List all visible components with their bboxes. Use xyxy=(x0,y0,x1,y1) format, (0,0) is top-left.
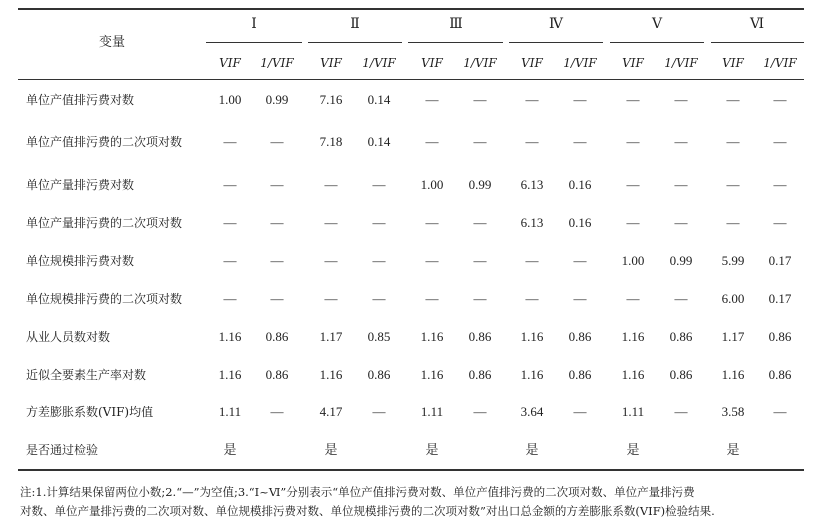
group-header-rule-2 xyxy=(308,42,402,43)
table-cell: — xyxy=(626,134,640,149)
table-cell: 0.86 xyxy=(568,329,592,344)
table-cell: 1.11 xyxy=(621,404,645,419)
table-cell: — xyxy=(674,291,688,306)
table-cell: — xyxy=(674,134,688,149)
group-header-rule-3 xyxy=(408,42,503,43)
table-cell: 是 xyxy=(726,442,740,457)
table-cell: 0.99 xyxy=(265,92,289,107)
table-cell: 6.13 xyxy=(520,215,544,230)
table-cell: — xyxy=(223,253,237,268)
vif-column-header: VIF xyxy=(722,56,744,70)
table-cell: — xyxy=(270,177,284,192)
table-cell: 1.16 xyxy=(621,329,645,344)
table-cell: 是 xyxy=(223,442,237,457)
table-cell: — xyxy=(573,253,587,268)
table-cell: 是 xyxy=(525,442,539,457)
table-cell: — xyxy=(372,404,386,419)
table-cell: 1.00 xyxy=(420,177,444,192)
table-cell: 7.16 xyxy=(319,92,343,107)
table-cell: — xyxy=(726,215,740,230)
table-cell: 0.16 xyxy=(568,177,592,192)
table-cell: 0.86 xyxy=(568,367,592,382)
table-cell: 1.17 xyxy=(319,329,343,344)
table-cell: 0.86 xyxy=(265,367,289,382)
table-cell: 0.86 xyxy=(768,329,792,344)
table-cell: — xyxy=(773,215,787,230)
table-cell: 3.64 xyxy=(520,404,544,419)
table-cell: 1.16 xyxy=(218,367,242,382)
table-bottom-rule xyxy=(18,469,804,471)
table-cell: 0.86 xyxy=(669,367,693,382)
table-cell: — xyxy=(626,177,640,192)
table-cell: 0.14 xyxy=(367,134,391,149)
table-cell: 1.16 xyxy=(218,329,242,344)
group-header-rule-6 xyxy=(711,42,804,43)
table-cell: 1.17 xyxy=(721,329,745,344)
row-label: 单位产值排污费的二次项对数 xyxy=(26,135,183,149)
vif-column-header: VIF xyxy=(521,56,543,70)
table-cell: 3.58 xyxy=(721,404,745,419)
table-cell: 0.17 xyxy=(768,291,792,306)
table-cell: 是 xyxy=(324,442,338,457)
table-cell: — xyxy=(573,92,587,107)
table-cell: — xyxy=(525,253,539,268)
table-cell: — xyxy=(573,404,587,419)
table-cell: — xyxy=(473,291,487,306)
table-cell: 1.16 xyxy=(319,367,343,382)
table-cell: — xyxy=(270,404,284,419)
table-cell: 0.99 xyxy=(669,253,693,268)
table-cell: 1.11 xyxy=(218,404,242,419)
vif-column-header: VIF xyxy=(622,56,644,70)
table-cell: — xyxy=(473,404,487,419)
table-cell: — xyxy=(674,92,688,107)
table-cell: — xyxy=(425,253,439,268)
table-cell: 0.86 xyxy=(669,329,693,344)
table-cell: — xyxy=(425,134,439,149)
table-cell: — xyxy=(573,134,587,149)
table-cell: — xyxy=(773,177,787,192)
table-cell: — xyxy=(223,291,237,306)
table-cell: — xyxy=(674,404,688,419)
table-cell: — xyxy=(473,253,487,268)
table-cell: — xyxy=(270,253,284,268)
table-cell: 1.16 xyxy=(420,367,444,382)
table-cell: — xyxy=(773,404,787,419)
group-header-rule-1 xyxy=(206,42,302,43)
row-label: 近似全要素生产率对数 xyxy=(26,368,147,382)
inverse-vif-column-header: 1/VIF xyxy=(664,56,698,70)
table-cell: 1.16 xyxy=(621,367,645,382)
table-cell: 0.86 xyxy=(768,367,792,382)
table-cell: — xyxy=(425,215,439,230)
table-cell: 0.14 xyxy=(367,92,391,107)
table-cell: — xyxy=(726,134,740,149)
table-cell: 1.16 xyxy=(721,367,745,382)
table-cell: 4.17 xyxy=(319,404,343,419)
row-label: 单位规模排污费对数 xyxy=(26,254,135,268)
table-cell: 0.99 xyxy=(468,177,492,192)
group-header-3: Ⅲ xyxy=(449,16,463,32)
table-cell: 0.86 xyxy=(468,329,492,344)
table-cell: 1.16 xyxy=(420,329,444,344)
table-cell: 0.86 xyxy=(265,329,289,344)
table-cell: — xyxy=(473,92,487,107)
table-cell: 是 xyxy=(425,442,439,457)
table-cell: 1.00 xyxy=(218,92,242,107)
vif-column-header: VIF xyxy=(320,56,342,70)
table-cell: — xyxy=(372,215,386,230)
group-header-4: Ⅳ xyxy=(549,16,563,32)
table-cell: — xyxy=(525,92,539,107)
inverse-vif-column-header: 1/VIF xyxy=(362,56,396,70)
table-cell: — xyxy=(525,291,539,306)
table-cell: — xyxy=(773,92,787,107)
row-label: 从业人员数对数 xyxy=(26,330,111,344)
table-cell: — xyxy=(674,177,688,192)
variable-column-header: 变量 xyxy=(98,35,126,50)
table-cell: 1.16 xyxy=(520,367,544,382)
table-cell: — xyxy=(726,177,740,192)
inverse-vif-column-header: 1/VIF xyxy=(260,56,294,70)
table-cell: — xyxy=(372,177,386,192)
group-header-2: Ⅱ xyxy=(350,16,360,32)
table-cell: — xyxy=(726,92,740,107)
inverse-vif-column-header: 1/VIF xyxy=(463,56,497,70)
table-cell: 0.86 xyxy=(468,367,492,382)
table-cell: — xyxy=(372,253,386,268)
table-cell: 是 xyxy=(626,442,640,457)
table-cell: — xyxy=(425,92,439,107)
row-label: 单位产值排污费对数 xyxy=(26,93,135,107)
table-cell: — xyxy=(223,134,237,149)
table-cell: — xyxy=(324,253,338,268)
note-line-1: 注:1.计算结果保留两位小数;2.“—”为空值;3.“Ⅰ~Ⅵ”分别表示“单位产值排污费对数、单位产值排污费的二次项对数、单位产量排污费 xyxy=(20,485,695,499)
table-cell: — xyxy=(324,291,338,306)
table-cell: 6.00 xyxy=(721,291,745,306)
table-header-rule xyxy=(18,79,804,80)
table-cell: 0.86 xyxy=(367,367,391,382)
table-cell: — xyxy=(270,215,284,230)
table-cell: — xyxy=(626,92,640,107)
table-cell: — xyxy=(223,215,237,230)
table-cell: — xyxy=(626,291,640,306)
inverse-vif-column-header: 1/VIF xyxy=(763,56,797,70)
table-cell: 0.17 xyxy=(768,253,792,268)
group-header-6: Ⅵ xyxy=(749,16,765,32)
table-cell: — xyxy=(525,134,539,149)
table-cell: — xyxy=(473,215,487,230)
table-cell: 0.85 xyxy=(367,329,391,344)
group-header-rule-4 xyxy=(509,42,603,43)
table-cell: — xyxy=(473,134,487,149)
table-cell: — xyxy=(425,291,439,306)
table-cell: — xyxy=(674,215,688,230)
table-cell: — xyxy=(773,134,787,149)
row-label: 方差膨胀系数(VIF)均值 xyxy=(26,405,154,419)
table-cell: 1.11 xyxy=(420,404,444,419)
row-label: 单位产量排污费对数 xyxy=(26,178,135,192)
table-cell: 5.99 xyxy=(721,253,745,268)
table-cell: 6.13 xyxy=(520,177,544,192)
table-cell: — xyxy=(372,291,386,306)
vif-column-header: VIF xyxy=(219,56,241,70)
table-cell: 7.18 xyxy=(319,134,343,149)
group-header-rule-5 xyxy=(610,42,704,43)
inverse-vif-column-header: 1/VIF xyxy=(563,56,597,70)
table-cell: — xyxy=(324,215,338,230)
vif-column-header: VIF xyxy=(421,56,443,70)
table-top-rule xyxy=(18,8,804,10)
table-cell: 1.16 xyxy=(520,329,544,344)
table-cell: — xyxy=(626,215,640,230)
table-cell: — xyxy=(573,291,587,306)
row-label: 单位规模排污费的二次项对数 xyxy=(26,292,183,306)
table-cell: — xyxy=(270,134,284,149)
table-cell: — xyxy=(223,177,237,192)
row-label: 是否通过检验 xyxy=(26,443,99,457)
table-cell: — xyxy=(324,177,338,192)
table-cell: 0.16 xyxy=(568,215,592,230)
group-header-5: Ⅴ xyxy=(651,16,663,32)
group-header-1: Ⅰ xyxy=(251,16,257,32)
table-cell: — xyxy=(270,291,284,306)
note-line-2: 对数、单位产量排污费的二次项对数、单位规模排污费对数、单位规模排污费的二次项对数”对出口总金额的方差膨胀系数(VIF)检验结果. xyxy=(20,504,715,518)
table-cell: 1.00 xyxy=(621,253,645,268)
row-label: 单位产量排污费的二次项对数 xyxy=(26,216,183,230)
